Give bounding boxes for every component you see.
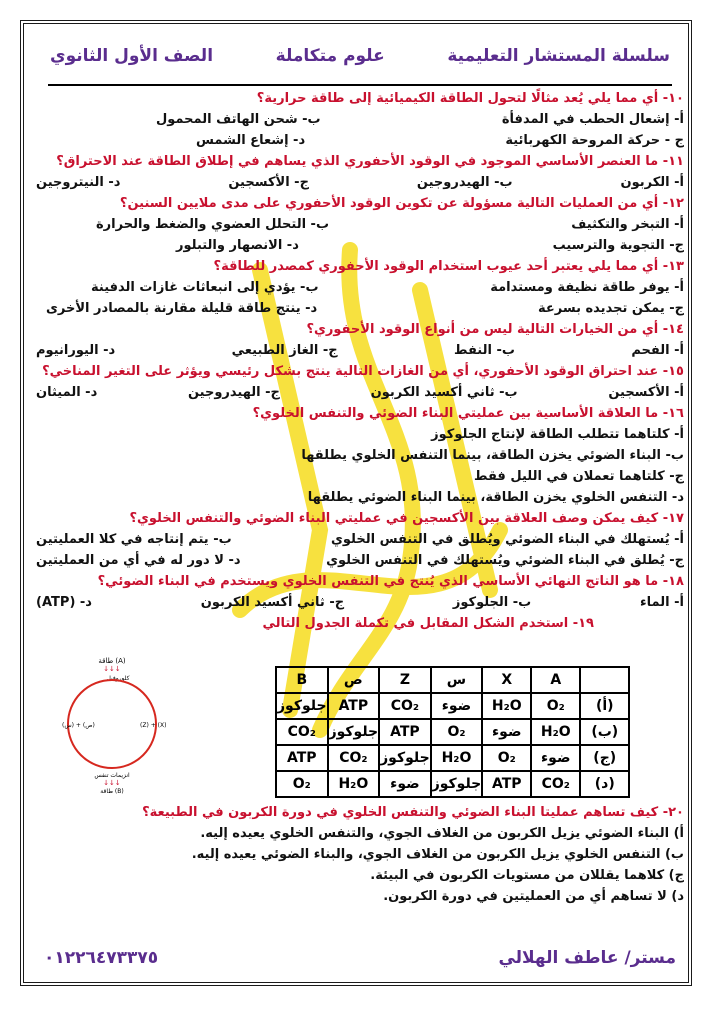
table-header-cell xyxy=(580,667,629,693)
table-cell: جلوكوز xyxy=(379,745,431,771)
option: د- التنفس الخلوي يخزن الطاقة، بينما البناء الضوئي يطلقها xyxy=(307,490,684,505)
option: ج- ثاني أكسيد الكربون xyxy=(200,595,345,610)
option: ج- الغاز الطبيعي xyxy=(231,343,338,358)
option: ج- التجوية والترسيب xyxy=(552,238,684,253)
option: د- اليورانيوم xyxy=(36,343,116,358)
table-cell: ضوء xyxy=(482,719,531,745)
option: ب- شحن الهاتف المحمول xyxy=(156,112,321,127)
table-cell: CO₂ xyxy=(379,693,431,719)
options-row xyxy=(36,592,684,613)
table-cell: جلوكوز xyxy=(328,719,380,745)
table-cell: ضوء xyxy=(431,693,483,719)
phone-number: ٠١٢٢٦٤٧٣٣٧٥ xyxy=(44,948,159,968)
table-cell: جلوكوز xyxy=(276,693,328,719)
table-row xyxy=(276,719,629,745)
option: ج- يمكن تجديده بسرعة xyxy=(538,301,684,316)
options-row xyxy=(36,172,684,193)
options-row xyxy=(36,550,684,571)
option: أ- الكربون xyxy=(620,175,684,190)
svg-text:↓↓↓: ↓↓↓ xyxy=(103,665,121,673)
table-cell: ATP xyxy=(379,719,431,745)
options-row xyxy=(36,130,684,151)
table-cell: ATP xyxy=(276,745,328,771)
option: د- لا دور له في أي من العمليتين xyxy=(36,553,241,568)
option: ب) التنفس الخلوي يزيل الكربون من الغلاف الجوي، والبناء الضوئي يعيده إليه. xyxy=(191,847,684,862)
table-cell: (ج) xyxy=(580,745,629,771)
table-header-cell: A xyxy=(531,667,580,693)
question-20-block xyxy=(36,802,684,907)
table-header-cell: X xyxy=(482,667,531,693)
answer-table xyxy=(275,666,630,798)
option: د- (ATP) xyxy=(36,595,92,610)
options-row xyxy=(36,277,684,298)
question-17: ١٧- كيف يمكن وصف العلاقة بين الأكسجين في عمليتي البناء الضوئي والتنفس الخلوي؟ xyxy=(129,511,684,526)
option: ج- الأكسجين xyxy=(228,175,309,190)
question-14: ١٤- أي من الخيارات التالية ليس من أنواع الوقود الأحفوري؟ xyxy=(306,322,684,337)
options-row xyxy=(36,529,684,550)
diagram-top2-label: كلوروفيل xyxy=(106,675,130,682)
option: د- إشعاع الشمس xyxy=(196,133,306,148)
diagram-bottom-label: انزيمات تنفس xyxy=(94,772,130,779)
table-cell: O₂ xyxy=(431,719,483,745)
option: ج - حركة المروحة الكهربائية xyxy=(505,133,684,148)
diagram-bottom2-label: طاقة (B) xyxy=(100,788,124,794)
question-15: ١٥- عند احتراق الوقود الأحفوري، أي من الغازات التالية ينتج بشكل رئيسي ويؤثر على التغير المناخي؟ xyxy=(42,364,684,379)
options-row xyxy=(36,298,684,319)
table-header-cell: ص xyxy=(328,667,380,693)
question-11: ١١- ما العنصر الأساسي الموجود في الوقود الأحفوري الذي يساهم في إطلاق الطاقة عند الاحتراق؟ xyxy=(56,154,684,169)
table-row xyxy=(276,771,629,797)
question-12: ١٢- أي من العمليات التالية مسؤولة عن تكوين الوقود الأحفوري على مدى ملايين السنين؟ xyxy=(119,196,684,211)
table-cell: (د) xyxy=(580,771,629,797)
option: ب- البناء الضوئي يخزن الطاقة، بينما التنفس الخلوي يطلقها xyxy=(301,448,684,463)
table-header-row xyxy=(276,667,629,693)
option: أ- إشعال الحطب في المدفأة xyxy=(501,112,684,127)
svg-text:↓↓↓: ↓↓↓ xyxy=(103,779,121,787)
option: د) لا تساهم أي من العمليتين في دورة الكربون. xyxy=(383,889,684,904)
table-cell: CO₂ xyxy=(531,771,580,797)
table-cell: (أ) xyxy=(580,693,629,719)
option: أ- الفحم xyxy=(631,343,684,358)
option: ب- ثاني أكسيد الكربون xyxy=(370,385,518,400)
question-10: ١٠- أي مما يلي يُعد مثالًا لتحول الطاقة الكيميائية إلى طاقة حرارية؟ xyxy=(256,91,684,106)
option: ج- كلتاهما تعملان في الليل فقط xyxy=(474,469,684,484)
option: ب- يتم إنتاجه في كلا العمليتين xyxy=(36,532,232,547)
option: ب- الهيدروجين xyxy=(416,175,513,190)
question-18: ١٨- ما هو الناتج النهائي الأساسي الذي يُنتج في التنفس الخلوي ويستخدم في البناء الضوئي؟ xyxy=(97,574,684,589)
table-cell: O₂ xyxy=(531,693,580,719)
table-header-cell: B xyxy=(276,667,328,693)
table-cell: O₂ xyxy=(482,745,531,771)
question-13: ١٣- أي مما يلي يعتبر أحد عيوب استخدام الوقود الأحفوري كمصدر للطاقة؟ xyxy=(213,259,684,274)
options-row xyxy=(36,214,684,235)
table-cell: H₂O xyxy=(482,693,531,719)
header-divider xyxy=(48,84,672,86)
table-cell: جلوكوز xyxy=(431,771,483,797)
table-cell: ATP xyxy=(482,771,531,797)
table-header-cell: س xyxy=(431,667,483,693)
table-row xyxy=(276,693,629,719)
option: أ- التبخر والتكثيف xyxy=(571,217,684,232)
option: ج- يُطلق في البناء الضوئي ويُستهلك في التنفس الخلوي xyxy=(326,553,684,568)
option: أ- يوفر طاقة نظيفة ومستدامة xyxy=(490,280,684,295)
option: أ- يُستهلك في البناء الضوئي ويُطلق في التنفس الخلوي xyxy=(330,532,684,547)
table-cell: CO₂ xyxy=(328,745,380,771)
options-row xyxy=(36,340,684,361)
table-cell: ضوء xyxy=(379,771,431,797)
teacher-name: مستر/ عاطف الهلالي xyxy=(498,948,676,968)
series-title: سلسلة المستشار التعليمية xyxy=(447,46,670,66)
option: أ- الماء xyxy=(640,595,684,610)
option: د- النيتروجين xyxy=(36,175,121,190)
table-header-cell: Z xyxy=(379,667,431,693)
page-header xyxy=(50,36,670,76)
table-cell: O₂ xyxy=(276,771,328,797)
question-16: ١٦- ما العلاقة الأساسية بين عمليتي البناء الضوئي والتنفس الخلوي؟ xyxy=(252,406,684,421)
questions-area xyxy=(36,88,684,634)
option: د- الميثان xyxy=(36,385,98,400)
diagram-top-label: طاقة (A) xyxy=(98,657,126,665)
table-row xyxy=(276,745,629,771)
option: ب- الجلوكوز xyxy=(452,595,532,610)
diagram-left-label: (س) + (ص) xyxy=(62,722,95,729)
option: د- ينتج طاقة قليلة مقارنة بالمصادر الأخرى xyxy=(46,301,318,316)
option: ب- يؤدي إلى انبعاثات غازات الدفينة xyxy=(91,280,319,295)
option: ج) كلاهما يقللان من مستويات الكربون في البيئة. xyxy=(370,868,684,883)
option: أ) البناء الضوئي يزيل الكربون من الغلاف الجوي، والتنفس الخلوي يعيده إليه. xyxy=(200,826,684,841)
table-cell: H₂O xyxy=(531,719,580,745)
table-cell: H₂O xyxy=(431,745,483,771)
question-19: ١٩- استخدم الشكل المقابل في تكملة الجدول التالي xyxy=(262,616,594,631)
page-footer xyxy=(44,948,676,968)
table-cell: H₂O xyxy=(328,771,380,797)
option: ب- التحلل العضوي والضغط والحرارة xyxy=(96,217,330,232)
table-cell: (ب) xyxy=(580,719,629,745)
question-20: ٢٠- كيف تساهم عمليتا البناء الضوئي والتنفس الخلوي في دورة الكربون في الطبيعة؟ xyxy=(142,805,684,820)
option: أ- الأكسجين xyxy=(608,385,684,400)
option: أ- كلتاهما تتطلب الطاقة لإنتاج الجلوكوز xyxy=(431,427,684,442)
photosynthesis-cycle-diagram xyxy=(52,654,172,794)
grade-title: الصف الأول الثانوي xyxy=(50,46,214,66)
diagram-right-label: (Z) + (X) xyxy=(140,722,167,729)
subject-title: علوم متكاملة xyxy=(275,46,385,66)
options-row xyxy=(36,235,684,256)
option: د- الانصهار والتبلور xyxy=(176,238,299,253)
table-cell: ATP xyxy=(328,693,380,719)
options-row xyxy=(36,109,684,130)
option: ج- الهيدروجين xyxy=(187,385,280,400)
option: ب- النفط xyxy=(454,343,515,358)
table-cell: ضوء xyxy=(531,745,580,771)
table-cell: CO₂ xyxy=(276,719,328,745)
options-row xyxy=(36,382,684,403)
